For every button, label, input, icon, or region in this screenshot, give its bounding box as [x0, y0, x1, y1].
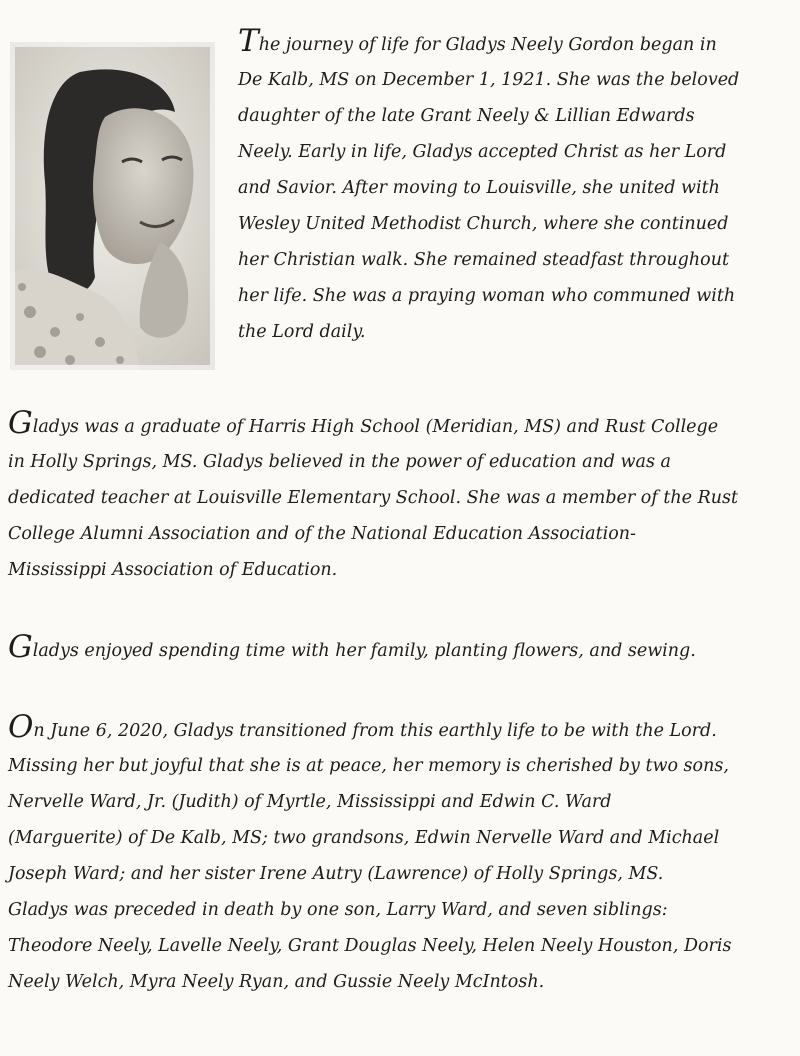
- passing-line: Nervelle Ward, Jr. (Judith) of Myrtle, Mississippi and Edwin C. Ward: [8, 792, 612, 812]
- passing-line: (Marguerite) of De Kalb, MS; two grandsons, Edwin Nervelle Ward and Michael: [8, 828, 720, 848]
- intro-line: and Savior. After moving to Louisville, she united with: [238, 178, 720, 198]
- intro-line: Neely. Early in life, Gladys accepted Christ as her Lord: [238, 142, 727, 162]
- intro-line: her Christian walk. She remained steadfast throughout: [238, 250, 729, 270]
- hobbies-line: [8, 629, 788, 668]
- education-line: College Alumni Association and of the National Education Association-: [8, 524, 636, 544]
- education-line: in Holly Springs, MS. Gladys believed in the power of education and was a: [8, 452, 671, 472]
- intro-paragraph: [238, 23, 778, 350]
- intro-dropcap: T: [238, 23, 259, 59]
- passing-line: Neely Welch, Myra Neely Ryan, and Gussie Neely McIntosh.: [8, 972, 545, 992]
- education-line: [8, 405, 788, 444]
- intro-line: the Lord daily.: [238, 322, 366, 342]
- hobbies-first-line: ladys enjoyed spending time with her family, planting flowers, and sewing.: [32, 641, 696, 661]
- passing-first-line: n June 6, 2020, Gladys transitioned from this earthly life to be with the Lord.: [33, 721, 717, 741]
- passing-paragraph: [8, 709, 788, 1000]
- passing-line: Missing her but joyful that she is at peace, her memory is cherished by two sons,: [8, 756, 729, 776]
- passing-line: Gladys was preceded in death by one son, Larry Ward, and seven siblings:: [8, 900, 668, 920]
- passing-line: Joseph Ward; and her sister Irene Autry (Lawrence) of Holly Springs, MS.: [8, 864, 664, 884]
- portrait-photo: [10, 42, 215, 370]
- intro-line: Wesley United Methodist Church, where she continued: [238, 214, 729, 234]
- intro-line: her life. She was a praying woman who communed with: [238, 286, 736, 306]
- intro-line: De Kalb, MS on December 1, 1921. She was the beloved: [238, 70, 740, 90]
- hobbies-dropcap: G: [8, 629, 33, 665]
- education-first-line: ladys was a graduate of Harris High School (Meridian, MS) and Rust College: [32, 417, 719, 437]
- hobbies-paragraph: [8, 629, 788, 668]
- intro-line: daughter of the late Grant Neely & Lillian Edwards: [238, 106, 695, 126]
- passing-dropcap: O: [8, 709, 34, 745]
- education-dropcap: G: [8, 405, 33, 441]
- education-line: dedicated teacher at Louisville Elementary School. She was a member of the Rust: [8, 488, 739, 508]
- intro-line: [238, 23, 778, 62]
- passing-line: [8, 709, 788, 748]
- passing-line: Theodore Neely, Lavelle Neely, Grant Douglas Neely, Helen Neely Houston, Doris: [8, 936, 732, 956]
- education-line: Mississippi Association of Education.: [8, 560, 338, 580]
- education-paragraph: [8, 405, 788, 588]
- intro-first-line: he journey of life for Gladys Neely Gordon began in: [258, 35, 717, 55]
